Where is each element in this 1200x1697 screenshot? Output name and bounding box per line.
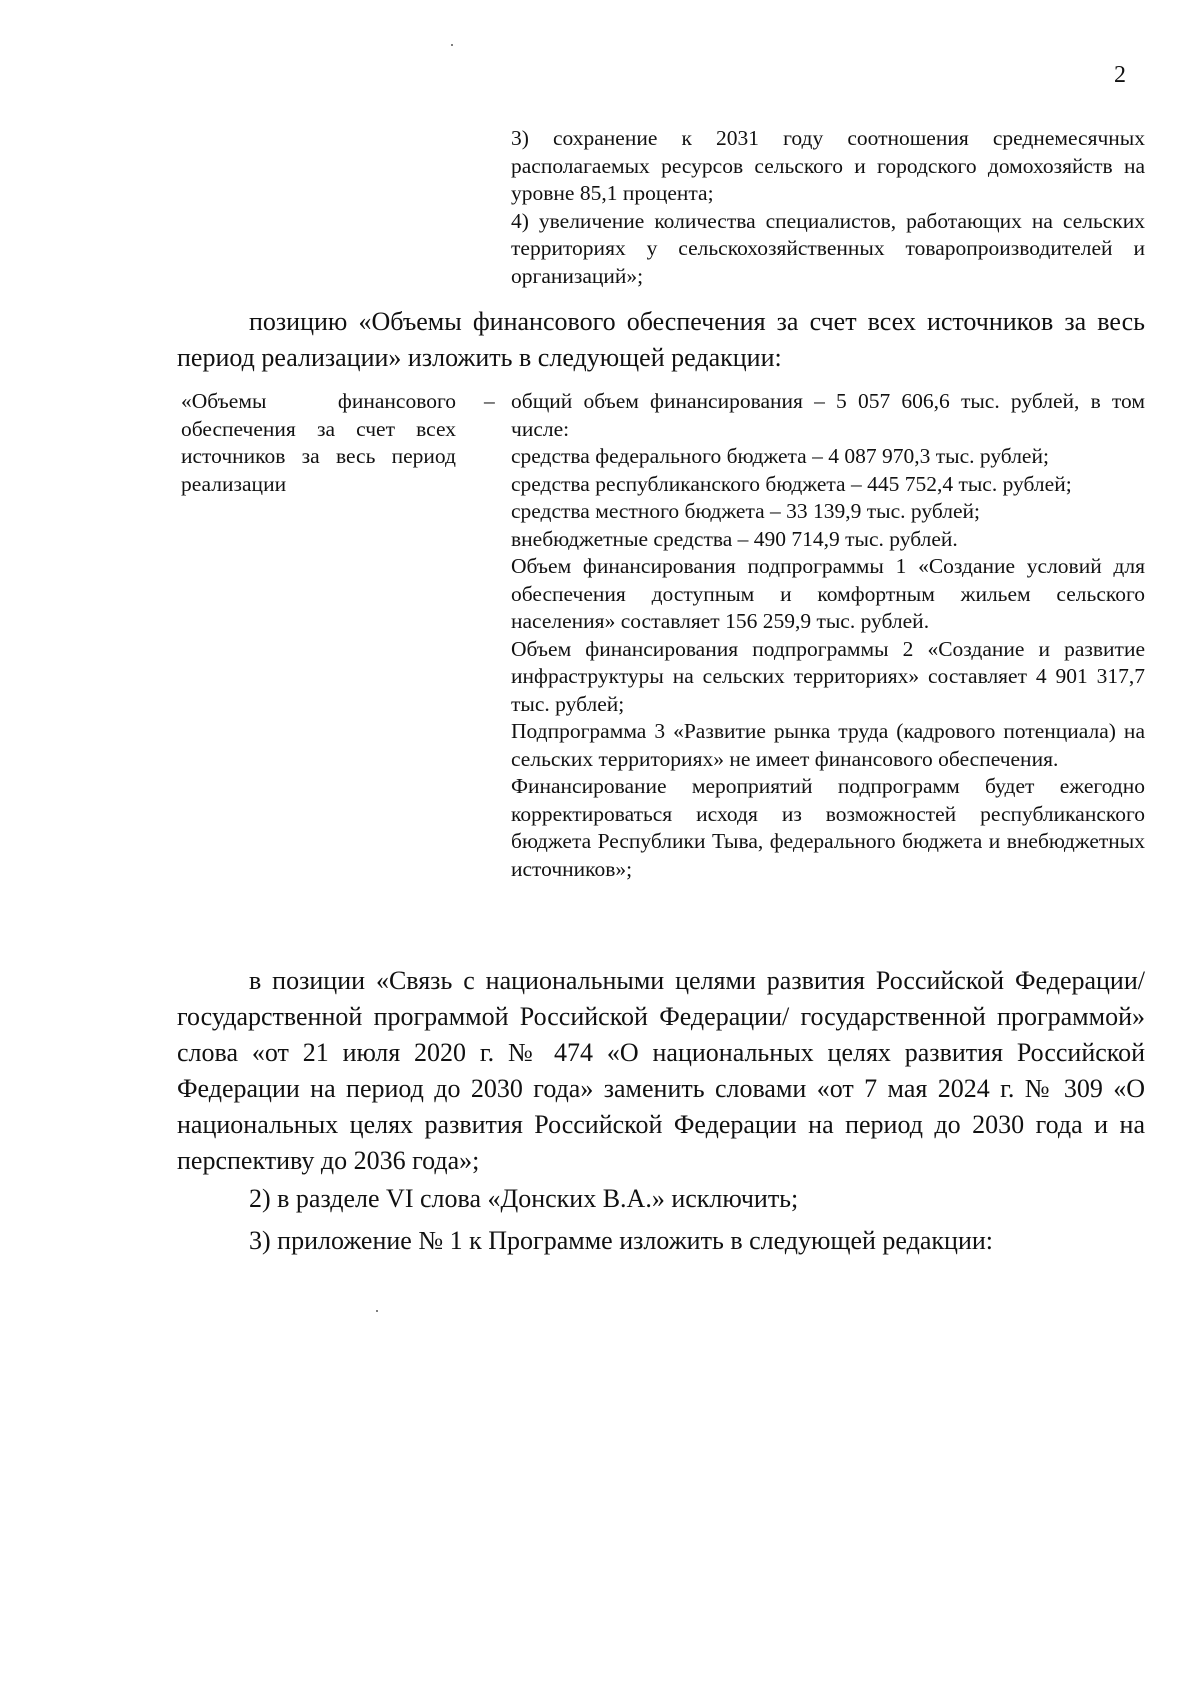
financing-line: средства местного бюджета – 33 139,9 тыс. рублей; [511,499,981,523]
goals-continuation [511,125,1145,290]
financing-line: общий объем финансирования – 5 057 606,6 тыс. рублей, в том числе: [511,389,1145,441]
paragraph-national-goals: в позиции «Связь с национальными целями развития Российской Федерации/ государственной программой Российской Федерации/ государственной программой» слова «от 21 июля 2020 г. № 474 «О национальных целях развития Российской Федерации на период до 2030 года» заменить словами «от 7 мая 2024 г. № 309 «О национальных целях развития Российской Федерации на период до 2030 года и на перспективу до 2036 года»; [177,966,1145,1175]
financing-line: внебюджетные средства – 490 714,9 тыс. рублей. [511,526,958,551]
list-item-2: 2) в разделе VI слова «Донских В.А.» исключить; [249,1184,799,1213]
financing-table-dash: – [484,389,495,413]
financing-line: средства республиканского бюджета – 445 752,4 тыс. рублей; [511,471,1072,496]
scan-speck [451,44,453,46]
goal-item-3: 3) сохранение к 2031 году соотношения среднемесячных располагаемых ресурсов сельского и городского домохозяйств на уровне 85,1 процента; [511,126,1145,205]
paragraph-position-financing: позицию «Объемы финансового обеспечения за счет всех источников за весь период реализации» изложить в следующей редакции: [177,307,1145,372]
financing-table-content [511,388,1145,883]
financing-line: Финансирование мероприятий подпрограмм будет ежегодно корректироваться исходя из возможностей республиканского бюджета Республики Тыва, федерального бюджета и внебюджетных источников»; [511,774,1145,881]
list-item-3: 3) приложение № 1 к Программе изложить в следующей редакции: [249,1226,993,1255]
financing-line: средства федерального бюджета – 4 087 970,3 тыс. рублей; [511,444,1049,468]
financing-line: Подпрограмма 3 «Развитие рынка труда (кадрового потенциала) на сельских территориях» не имеет финансового обеспечения. [511,719,1145,771]
page-number: 2 [1114,62,1126,88]
scan-speck [376,1310,378,1312]
goal-item-4: 4) увеличение количества специалистов, работающих на сельских территориях у сельскохозяйственных товаропроизводителей и организаций»; [511,208,1145,288]
financing-line: Объем финансирования подпрограммы 1 «Создание условий для обеспечения доступным и комфортным жильем сельского населения» составляет 156 259,9 тыс. рублей. [511,554,1145,633]
financing-table-label: «Объемы финансового обеспечения за счет всех источников за весь период реализации [181,389,456,496]
financing-line: Объем финансирования подпрограммы 2 «Создание и развитие инфраструктуры на сельских территориях» составляет 4 901 317,7 тыс. рублей; [511,636,1145,716]
